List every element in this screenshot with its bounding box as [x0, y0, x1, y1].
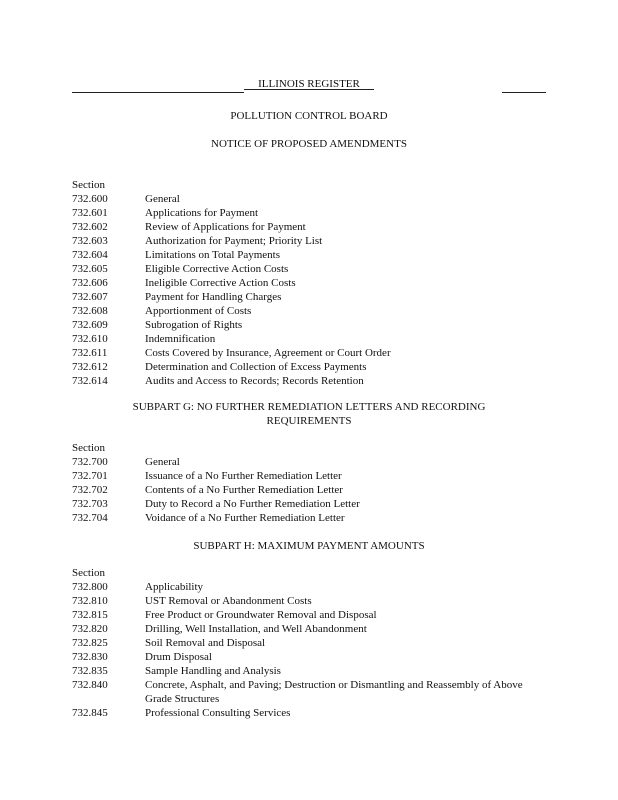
section-number: 732.601 — [72, 207, 108, 219]
section-number: 732.701 — [72, 470, 108, 482]
section-title: Voidance of a No Further Remediation Letter — [145, 512, 345, 524]
section-entry — [72, 290, 546, 304]
header-rule-left — [72, 92, 244, 93]
section-number: 732.704 — [72, 512, 108, 524]
section-number: 732.815 — [72, 609, 108, 621]
section-title: UST Removal or Abandonment Costs — [145, 595, 312, 607]
section-title: Ineligible Corrective Action Costs — [145, 277, 296, 289]
section-title: General — [145, 456, 180, 468]
section-number: 732.604 — [72, 249, 108, 261]
section-entry — [72, 497, 546, 511]
section-entry — [72, 262, 546, 276]
section-title: Contents of a No Further Remediation Letter — [145, 484, 343, 496]
section-entry — [72, 304, 546, 318]
section-label: Section — [72, 567, 105, 579]
section-title: Subrogation of Rights — [145, 319, 243, 331]
section-title: Drum Disposal — [145, 651, 212, 663]
section-number: 732.602 — [72, 221, 108, 233]
section-entry — [72, 455, 546, 469]
section-entry — [72, 374, 546, 388]
section-entry — [72, 678, 546, 706]
subpart-g-heading: SUBPART G: NO FURTHER REMEDIATION LETTERS AND RECORDING — [132, 401, 486, 413]
section-number: 732.810 — [72, 595, 108, 607]
section-title: Eligible Corrective Action Costs — [145, 263, 289, 275]
section-title: Sample Handling and Analysis — [145, 665, 281, 677]
section-list — [72, 580, 546, 720]
section-title: Concrete, Asphalt, and Paving; Destruction or Dismantling and Reassembly of Above Grade Structures — [145, 679, 523, 705]
section-title: Free Product or Groundwater Removal and Disposal — [145, 609, 377, 621]
section-number: 732.612 — [72, 361, 108, 373]
section-entry — [72, 192, 546, 206]
section-title: Professional Consulting Services — [145, 707, 291, 719]
section-title: Payment for Handling Charges — [145, 291, 282, 303]
section-number: 732.603 — [72, 235, 108, 247]
section-entry — [72, 622, 546, 636]
section-entry — [72, 706, 546, 720]
section-number: 732.609 — [72, 319, 108, 331]
section-number: 732.830 — [72, 651, 108, 663]
section-entry — [72, 346, 546, 360]
section-number: 732.700 — [72, 456, 108, 468]
section-title: Soil Removal and Disposal — [145, 637, 266, 649]
section-number: 732.800 — [72, 581, 108, 593]
section-title: Applicability — [145, 581, 204, 593]
section-title: Duty to Record a No Further Remediation Letter — [145, 498, 360, 510]
section-number: 732.825 — [72, 637, 108, 649]
section-entry — [72, 664, 546, 678]
section-title: Apportionment of Costs — [145, 305, 252, 317]
section-entry — [72, 276, 546, 290]
section-title: Indemnification — [145, 333, 216, 345]
section-entry — [72, 469, 546, 483]
header-rule-right — [502, 92, 546, 93]
section-label: Section — [72, 179, 105, 191]
section-entry — [72, 220, 546, 234]
section-number: 732.614 — [72, 375, 108, 387]
section-title: Determination and Collection of Excess Payments — [145, 361, 367, 373]
section-title: Applications for Payment — [145, 207, 259, 219]
section-title: Drilling, Well Installation, and Well Abandonment — [145, 623, 367, 635]
section-title: Authorization for Payment; Priority List — [145, 235, 323, 247]
section-list — [72, 192, 546, 388]
notice-title: NOTICE OF PROPOSED AMENDMENTS — [211, 138, 407, 150]
agency-name: POLLUTION CONTROL BOARD — [230, 110, 388, 122]
section-number: 732.608 — [72, 305, 108, 317]
section-entry — [72, 511, 546, 525]
subpart-h-heading: SUBPART H: MAXIMUM PAYMENT AMOUNTS — [193, 540, 425, 552]
section-entry — [72, 360, 546, 374]
section-entry — [72, 650, 546, 664]
section-entry — [72, 248, 546, 262]
section-entry — [72, 636, 546, 650]
section-title: Review of Applications for Payment — [145, 221, 306, 233]
section-number: 732.845 — [72, 707, 108, 719]
section-title: Audits and Access to Records; Records Retention — [145, 375, 364, 387]
subpart-g-heading-cont: REQUIREMENTS — [266, 415, 352, 427]
section-number: 732.703 — [72, 498, 108, 510]
section-entry — [72, 234, 546, 248]
section-number: 732.702 — [72, 484, 108, 496]
section-title: Costs Covered by Insurance, Agreement or Court Order — [145, 347, 391, 359]
section-number: 732.610 — [72, 333, 108, 345]
section-entry — [72, 206, 546, 220]
section-entry — [72, 580, 546, 594]
section-label: Section — [72, 442, 105, 454]
section-title: Limitations on Total Payments — [145, 249, 280, 261]
register-title: ILLINOIS REGISTER — [244, 77, 374, 91]
section-number: 732.840 — [72, 679, 108, 691]
section-number: 732.607 — [72, 291, 108, 303]
section-entry — [72, 332, 546, 346]
section-entry — [72, 608, 546, 622]
section-number: 732.605 — [72, 263, 108, 275]
section-entry — [72, 483, 546, 497]
section-number: 732.600 — [72, 193, 108, 205]
section-entry — [72, 594, 546, 608]
section-number: 732.611 — [72, 347, 108, 359]
section-list — [72, 455, 546, 525]
section-number: 732.835 — [72, 665, 108, 677]
section-number: 732.606 — [72, 277, 108, 289]
section-entry — [72, 318, 546, 332]
section-title: General — [145, 193, 180, 205]
section-title: Issuance of a No Further Remediation Letter — [145, 470, 342, 482]
section-number: 732.820 — [72, 623, 108, 635]
